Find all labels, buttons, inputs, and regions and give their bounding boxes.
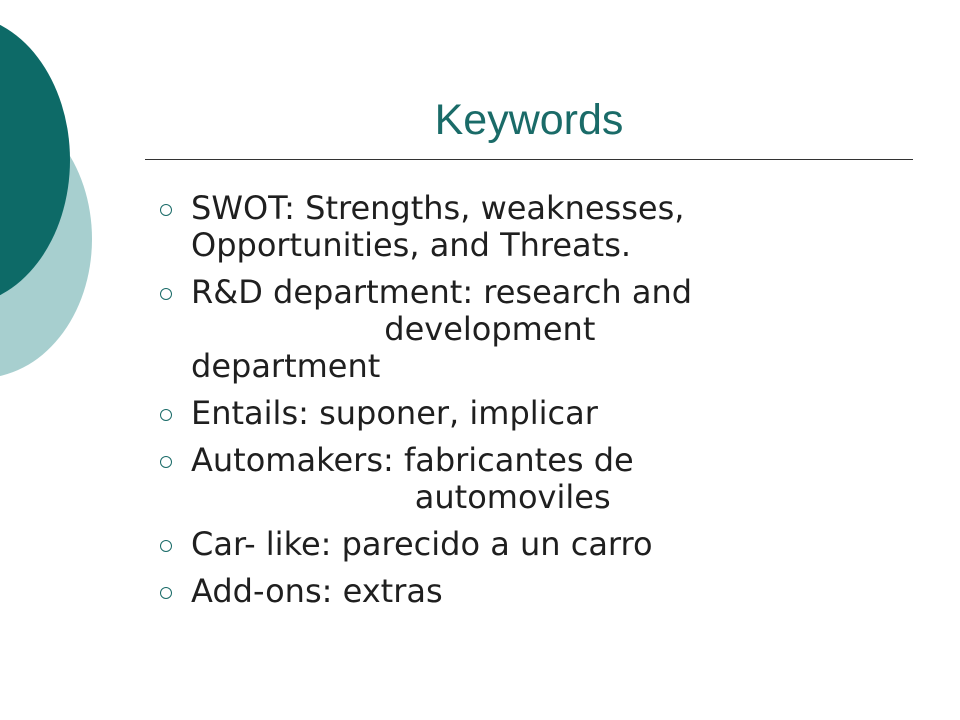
- circle-bullet-icon: [160, 587, 172, 599]
- circle-bullet-icon: [160, 409, 172, 421]
- keyword-item-rnd: [160, 274, 880, 385]
- keyword-text-line: Car- like: parecido a un carro: [191, 525, 653, 563]
- keyword-item-add-ons: [160, 573, 880, 610]
- keyword-item-car-like: [160, 526, 880, 563]
- keyword-text-line: Automakers: fabricantes de: [191, 441, 634, 479]
- keyword-text-line: R&D department: research and: [191, 273, 693, 311]
- keyword-text-line: Opportunities, and Threats.: [191, 226, 632, 264]
- title-divider: [145, 159, 913, 160]
- keyword-text-line: Add-ons: extras: [191, 572, 443, 610]
- circle-bullet-icon: [160, 288, 172, 300]
- keyword-item-entails: [160, 395, 880, 432]
- keyword-text-line: SWOT: Strengths, weaknesses,: [191, 189, 685, 227]
- circle-bullet-icon: [160, 204, 172, 216]
- keyword-item-automakers: [160, 442, 880, 516]
- circle-bullet-icon: [160, 540, 172, 552]
- keyword-text-line: department: [191, 347, 381, 385]
- keyword-text-line: Entails: suponer, implicar: [191, 394, 598, 432]
- slide-title: Keywords: [434, 96, 624, 144]
- keyword-item-swot: [160, 190, 880, 264]
- keyword-text-line: automoviles: [191, 478, 611, 516]
- circle-bullet-icon: [160, 456, 172, 468]
- keyword-text-line: development: [191, 310, 596, 348]
- keyword-list: [160, 190, 880, 620]
